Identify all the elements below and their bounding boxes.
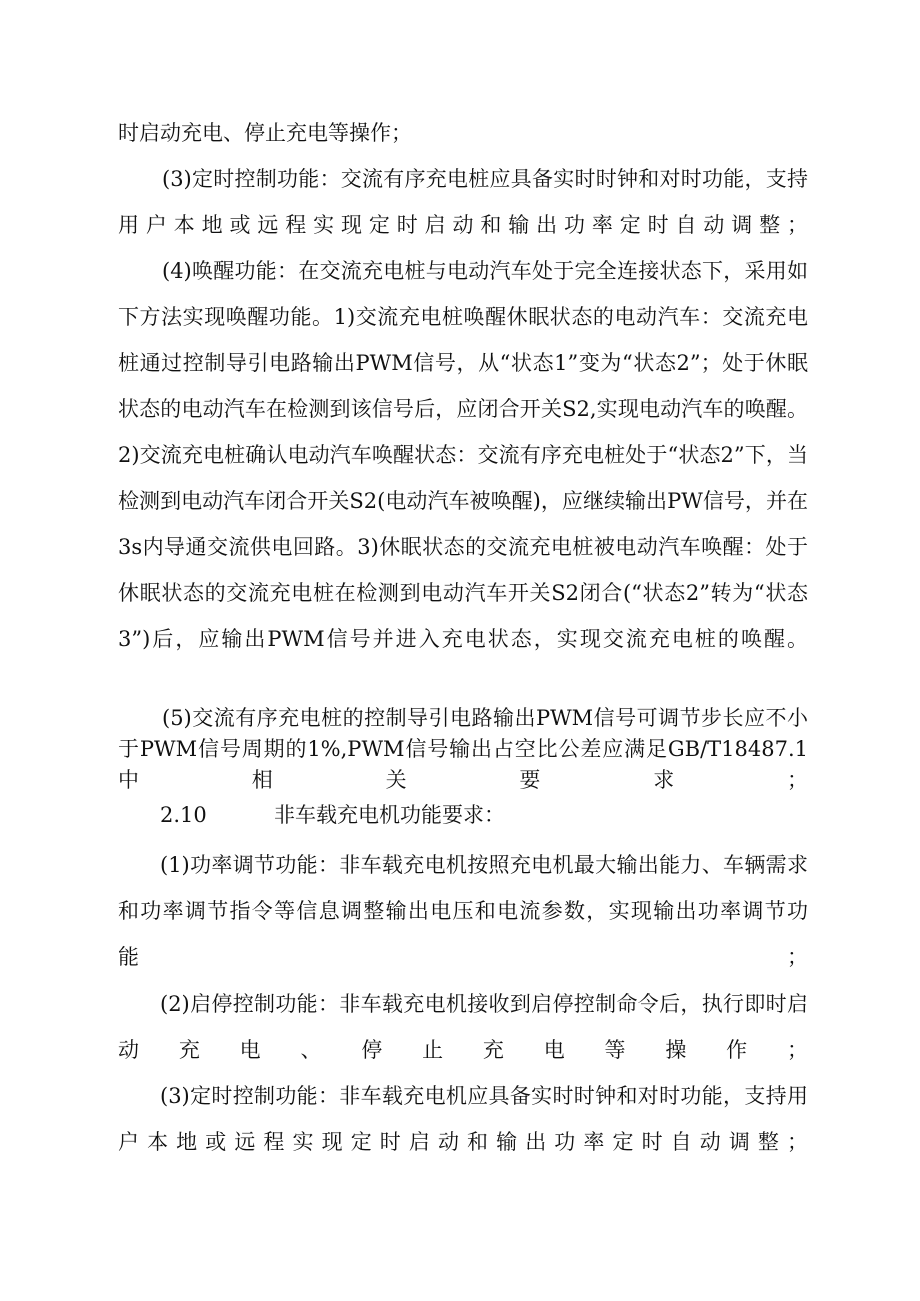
section-number: 2.10	[160, 803, 207, 827]
paragraph-ac-timer-control: (3)定时控制功能：交流有序充电桩应具备实时时钟和对时功能，支持用户本地或远程实现定时启动和输出功率定时自动调整；	[118, 167, 808, 237]
paragraph-ac-pwm-step: (5)交流有序充电桩的控制导引电路输出PWM信号可调节步长应不小于PWM信号周期的1%,PWM信号输出占空比公差应满足GB/T18487.1中相关要求；	[118, 706, 808, 792]
paragraph-dc-power-adjust: (1)功率调节功能：非车载充电机按照充电机最大输出能力、车辆需求和功率调节指令等信息调整输出电压和电流参数，实现输出功率调节功能；	[118, 853, 808, 969]
paragraph-ac-wakeup: (4)唤醒功能：在交流充电桩与电动汽车处于完全连接状态下，采用如下方法实现唤醒功能。1)交流充电桩唤醒休眠状态的电动汽车：交流充电桩通过控制导引电路输出PWM信号，从“状态1”变为“状态2”；处于休眠状态的电动汽车在检测到该信号后，应闭合开关S2,实现电动汽车的唤醒。2)交流充电桩确认电动汽车唤醒状态：交流有序充电桩处于“状态2”下，当检测到电动汽车闭合开关S2(电动汽车被唤醒)，应继续输出PW信号，并在3s内导通交流供电回路。3)休眠状态的交流充电桩被电动汽车唤醒：处于休眠状态的交流充电桩在检测到电动汽车开关S2闭合(“状态2”转为“状态3”)后，应输出PWM信号并进入充电状态，实现交流充电桩的唤醒。	[118, 259, 808, 651]
paragraph-continuation: 时启动充电、停止充电等操作；	[118, 121, 412, 145]
section-heading	[160, 800, 505, 831]
paragraph-dc-start-stop: (2)启停控制功能：非车载充电机接收到启停控制命令后，执行即时启动充电、停止充电等操作；	[118, 992, 808, 1062]
paragraph-dc-timer-control: (3)定时控制功能：非车载充电机应具备实时时钟和对时功能，支持用户本地或远程实现定时启动和输出功率定时自动调整；	[118, 1084, 808, 1154]
section-title: 非车载充电机功能要求：	[274, 803, 505, 827]
